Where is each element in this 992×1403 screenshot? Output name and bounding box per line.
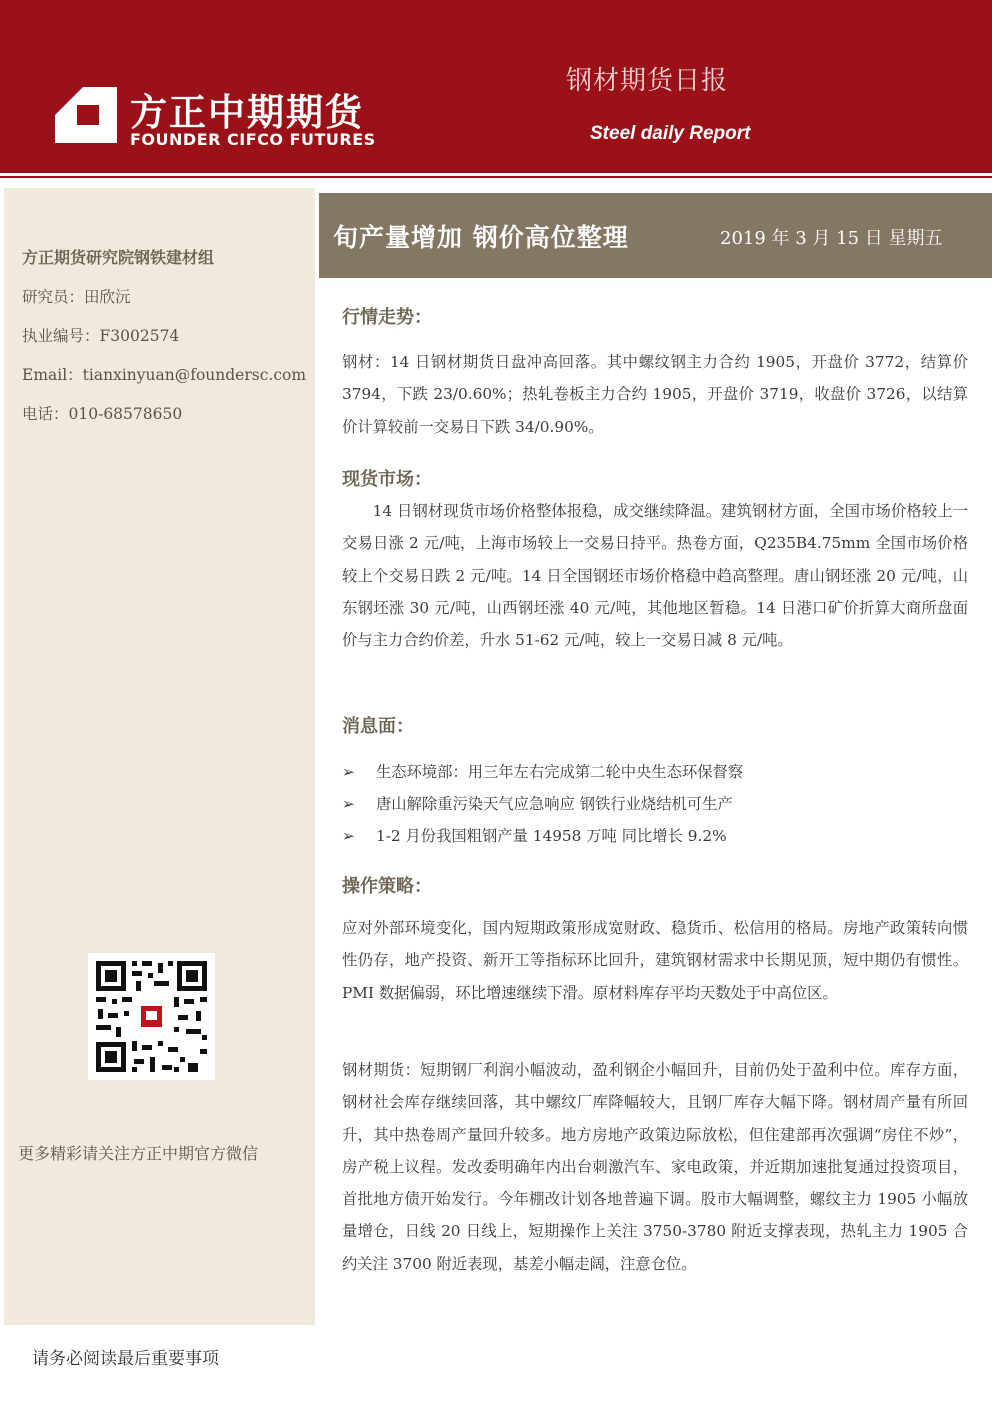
brand-name-en: FOUNDER CIFCO FUTURES: [130, 130, 376, 149]
report-title-en: Steel daily Report: [590, 123, 751, 144]
founder-logo-icon: [55, 87, 117, 143]
section-heading-market: 行情走势：: [342, 307, 432, 328]
analyst-name: 研究员：田欣沅: [22, 288, 131, 306]
report-date: 2019 年 3 月 15 日 星期五: [720, 228, 943, 249]
section-heading-strategy: 操作策略：: [342, 876, 432, 897]
brand-name-cn: 方正中期期货: [130, 91, 364, 134]
report-title-cn: 钢材期货日报: [566, 66, 729, 96]
license-number: 执业编号：F3002574: [22, 327, 180, 345]
news-list: [342, 756, 968, 852]
report-headline: 旬产量增加 钢价高位整理: [333, 223, 629, 252]
header-divider: [0, 176, 992, 178]
analyst-phone: 电话：010-68578650: [22, 405, 183, 423]
market-paragraph: 钢材：14 日钢材期货日盘冲高回落。其中螺纹钢主力合约 1905，开盘价 3772，结算价 3794，下跌 23/0.60%；热轧卷板主力合约 1905，开盘价 3719，收盘价 3726，以结算价计算较前一交易日下跌 34/0.90%。: [342, 353, 968, 436]
report-header: [0, 0, 992, 173]
strategy-paragraph-2: 钢材期货：短期钢厂利润小幅波动，盈利钢企小幅回升，目前仍处于盈利中位。库存方面，钢材社会库存继续回落，其中螺纹厂库降幅较大，且钢厂库存大幅下降。钢材周产量有所回升，其中热卷周产量回升较多。地方房地产政策边际放松，但住建部再次强调“房住不炒”，房产税上议程。发改委明确年内出台刺激汽车、家电政策，并近期加速批复通过投资项目，首批地方债开始发行。今年棚改计划各地普遍下调。股市大幅调整，螺纹主力 1905 小幅放量增仓，日线 20 日线上，短期操作上关注 3750-3780 附近支撑表现，热轧主力 1905 合约关注 3700 附近表现，基差小幅走阔，注意仓位。: [342, 1061, 968, 1273]
research-group: 方正期货研究院钢铁建材组: [22, 248, 215, 267]
section-heading-spot: 现货市场：: [342, 469, 432, 490]
section-heading-news: 消息面：: [342, 716, 414, 737]
list-item: ➢ 唐山解除重污染天气应急响应 钢铁行业烧结机可生产: [342, 788, 968, 820]
strategy-paragraph-1: 应对外部环境变化，国内短期政策形成宽财政、稳货币、松信用的格局。房地产政策转向惯性仍存，地产投资、新开工等指标环比回升，建筑钢材需求中长期见顶，短中期仍有惯性。PMI 数据偏弱，环比增速继续下滑。原材料库存平均天数处于中高位区。: [342, 919, 968, 1002]
analyst-email: Email：tianxinyuan@foundersc.com: [22, 366, 307, 384]
spot-paragraph: 14 日钢材现货市场价格整体报稳，成交继续降温。建筑钢材方面，全国市场价格较上一交易日涨 2 元/吨，上海市场较上一交易日持平。热卷方面，Q235B4.75mm 全国市场价格较上个交易日跌 2 元/吨。14 日全国钢坯市场价格稳中趋高整理。唐山钢坯涨 20 元/吨，山东钢坯涨 30 元/吨，山西钢坯涨 40 元/吨，其他地区暂稳。14 日港口矿价折算大商所盘面价与主力合约价差，升水 51-62 元/吨，较上一交易日减 8 元/吨。: [342, 502, 968, 650]
arrow-bullet-icon: ➢: [342, 795, 355, 813]
follow-wechat-text: 更多精彩请关注方正中期官方微信: [18, 1144, 259, 1163]
arrow-bullet-icon: ➢: [342, 827, 355, 845]
arrow-bullet-icon: ➢: [342, 763, 355, 781]
list-item: ➢ 1-2 月份我国粗钢产量 14958 万吨 同比增长 9.2%: [342, 820, 968, 852]
wechat-qr-code-icon: [88, 953, 215, 1080]
disclaimer-note: 请务必阅读最后重要事项: [32, 1349, 219, 1369]
list-item: ➢ 生态环境部：用三年左右完成第二轮中央生态环保督察: [342, 756, 968, 788]
